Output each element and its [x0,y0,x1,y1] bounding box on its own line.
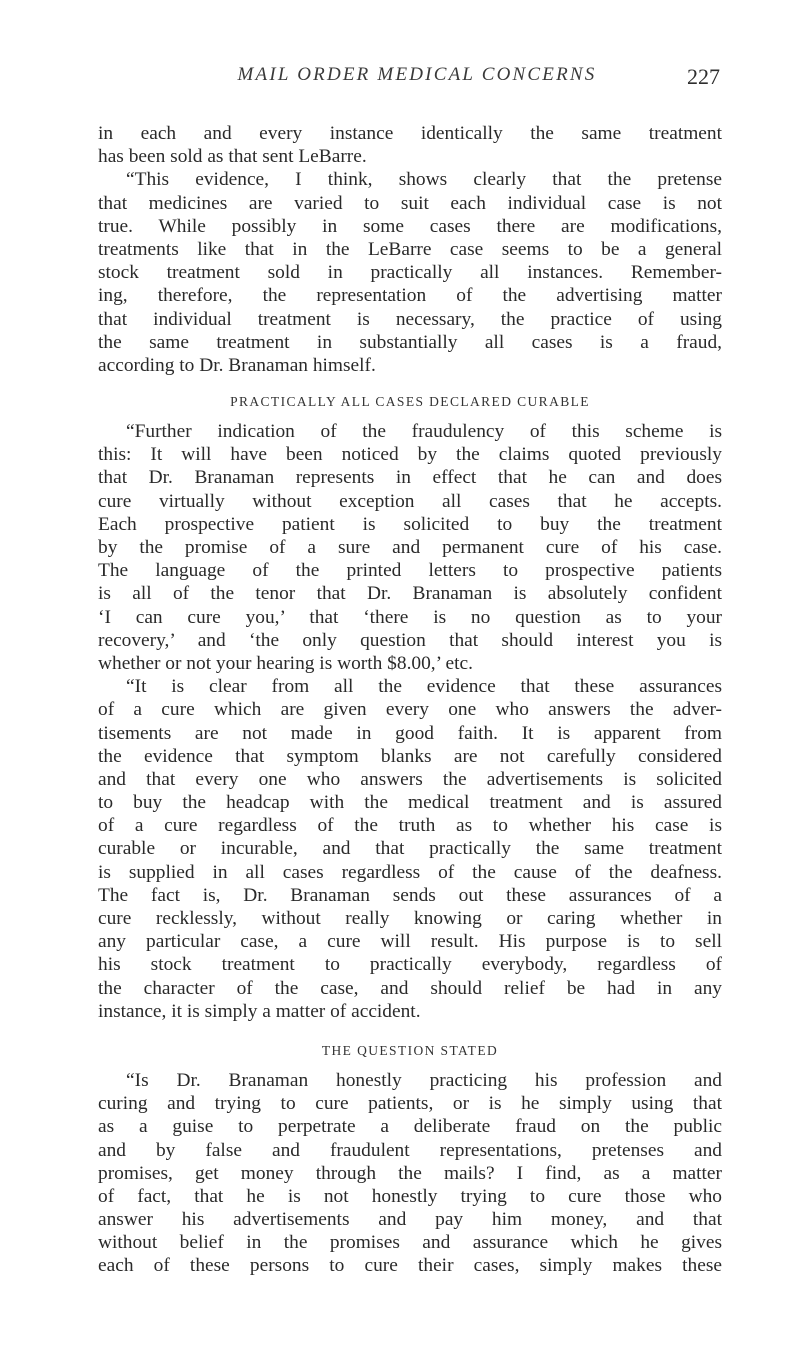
text-line: promises, get money through the mails? I find, as a matter [98,1162,722,1184]
paragraph-3 [98,420,722,675]
text-line: true. While possibly in some cases there are modifications, [98,215,722,237]
text-line: that Dr. Branaman represents in effect that he can and does [98,467,722,489]
paragraph-5 [98,1069,722,1278]
page-number: 227 [687,64,720,89]
text-line: “Is Dr. Branaman honestly practicing his profession and [126,1069,722,1091]
text-line: cure virtually without exception all cases that he accepts. [98,490,722,512]
running-head [114,64,720,92]
text-line: is all of the tenor that Dr. Branaman is absolutely confident [98,583,722,605]
paragraph-2 [98,168,722,377]
text-line: his stock treatment to practically everybody, regardless of [98,954,722,976]
text-line: The language of the printed letters to prospective patients [98,560,722,582]
text-line: instance, it is simply a matter of accident. [98,1000,421,1022]
text-line: stock treatment sold in practically all instances. Remember- [98,262,722,284]
text-line: of a cure which are given every one who answers the adver- [98,699,722,721]
text-line: curable or incurable, and that practically the same treatment [98,838,722,860]
text-line: this: It will have been noticed by the claims quoted previously [98,444,722,466]
text-line: to buy the headcap with the medical treatment and is assured [98,792,722,814]
text-line: that individual treatment is necessary, the practice of using [98,308,722,330]
text-line: the evidence that symptom blanks are not carefully considered [98,745,722,767]
paragraph-4 [98,675,722,1023]
body-text [98,122,722,1278]
text-line: and that every one who answers the advertisements is solicited [98,768,722,790]
text-line: that medicines are varied to suit each individual case is not [98,192,722,214]
text-line: “It is clear from all the evidence that these assurances [126,676,722,698]
text-line: “This evidence, I think, shows clearly that the pretense [126,169,722,191]
text-line: has been sold as that sent LeBarre. [98,146,367,168]
text-line: answer his advertisements and pay him money, and that [98,1209,722,1231]
text-line: The fact is, Dr. Branaman sends out these assurances of a [98,884,722,906]
text-line: according to Dr. Branaman himself. [98,354,376,376]
text-line: as a guise to perpetrate a deliberate fraud on the public [98,1116,722,1138]
text-line: curing and trying to cure patients, or is he simply using that [98,1093,722,1115]
text-line: the character of the case, and should relief be had in any [98,977,722,999]
text-line: in each and every instance identically the same treatment [98,123,722,144]
text-line: whether or not your hearing is worth $8.00,’ etc. [98,652,473,674]
paragraph-1 [98,122,722,168]
text-line: without belief in the promises and assurance which he gives [98,1232,722,1254]
text-line: and by false and fraudulent representations, pretenses and [98,1139,722,1161]
text-line: recovery,’ and ‘the only question that should interest you is [98,629,722,651]
text-line: ‘I can cure you,’ that ‘there is no question as to your [98,606,722,628]
section-heading-question: THE QUESTION STATED [321,1042,499,1058]
text-line: is supplied in all cases regardless of the cause of the deafness. [98,861,722,883]
text-line: by the promise of a sure and permanent cure of his case. [98,537,722,558]
text-line: any particular case, a cure will result. His purpose is to sell [98,931,722,953]
text-line: “Further indication of the fraudulency of this scheme is [126,421,722,443]
text-line: of fact, that he is not honestly trying to cure those who [98,1185,722,1207]
text-line: cure recklessly, without really knowing or caring whether in [98,908,722,929]
text-line: the same treatment in substantially all cases is a fraud, [98,331,722,353]
text-line: treatments like that in the LeBarre case seems to be a general [98,238,722,260]
text-line: ing, therefore, the representation of the advertising matter [98,285,722,307]
text-line: each of these persons to cure their cases, simply makes these [98,1255,722,1277]
text-line: of a cure regardless of the truth as to whether his case is [98,815,722,837]
section-heading-curable: PRACTICALLY ALL CASES DECLARED CURABLE [230,394,590,410]
running-title: MAIL ORDER MEDICAL CONCERNS [237,64,597,85]
text-line: tisements are not made in good faith. It is apparent from [98,722,722,744]
text-line: Each prospective patient is solicited to buy the treatment [98,513,722,535]
